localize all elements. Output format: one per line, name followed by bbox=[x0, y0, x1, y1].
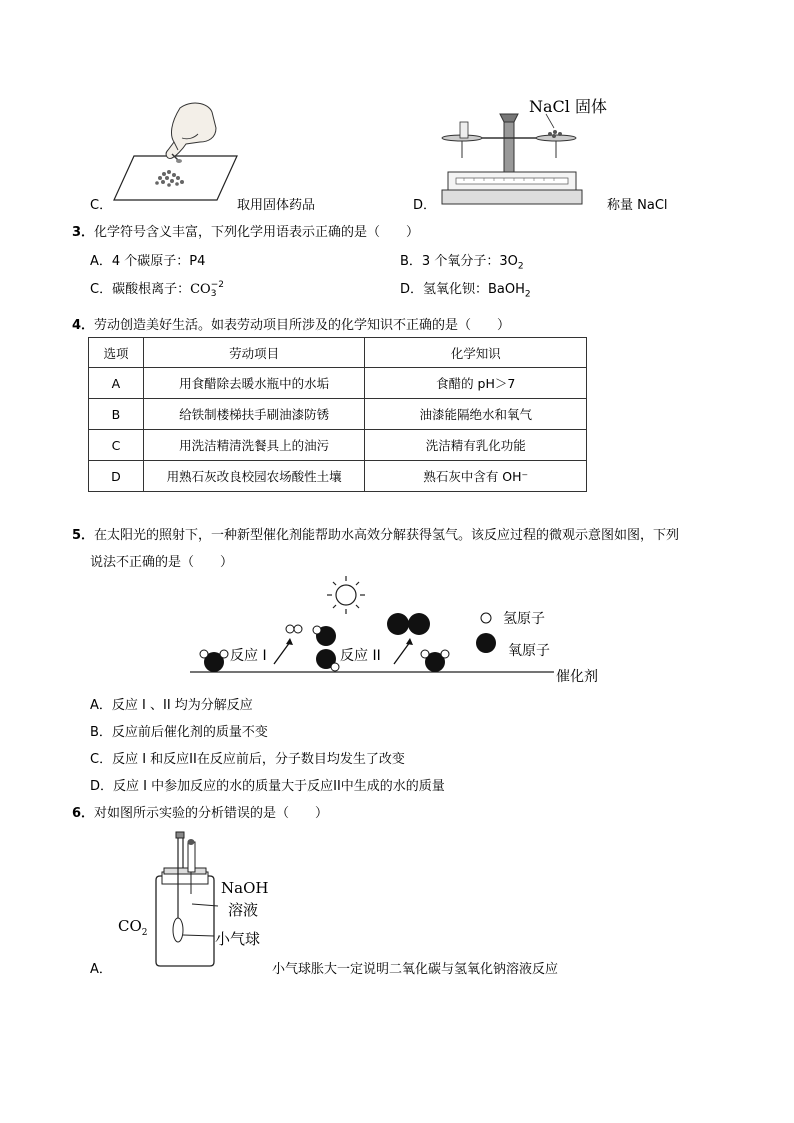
table-cell: 给铁制楼梯扶手刷油漆防锈 bbox=[143, 399, 365, 430]
balance-figure bbox=[434, 108, 584, 208]
labor-table bbox=[88, 337, 587, 492]
legend-oxygen: 氧原子 bbox=[508, 643, 550, 659]
table-cell: 食醋的 pH＞7 bbox=[365, 368, 587, 399]
solution-label: 溶液 bbox=[228, 901, 259, 919]
q3-stem bbox=[72, 221, 419, 240]
reaction-diagram bbox=[186, 574, 606, 684]
q3-option-c bbox=[90, 278, 224, 299]
q5-option-c: C．反应 I 和反应II在反应前后，分子数目均发生了改变 bbox=[90, 752, 405, 767]
table-cell: D bbox=[89, 461, 144, 492]
table-cell: B bbox=[89, 399, 144, 430]
question-number: 6． bbox=[72, 806, 95, 821]
q4-stem bbox=[72, 314, 510, 333]
question-text: 对如图所示实验的分析错误的是（ ） bbox=[94, 806, 329, 821]
superscript: −2 bbox=[210, 279, 224, 290]
q3-option-b bbox=[400, 250, 524, 272]
option-text: B．3 个氧分子：3O bbox=[400, 254, 518, 269]
balloon-label: 小气球 bbox=[215, 930, 261, 948]
q5-stem-line2: 说法不正确的是（ ） bbox=[90, 555, 234, 570]
pointer-lines bbox=[150, 880, 230, 950]
table-header: 化学知识 bbox=[365, 338, 587, 368]
question-number: 4． bbox=[72, 318, 95, 333]
q5-option-b: B．反应前后催化剂的质量不变 bbox=[90, 725, 268, 740]
option-text: D．氢氧化钡：BaOH bbox=[400, 282, 525, 297]
solid-reagent-figure bbox=[112, 98, 242, 206]
balance-label: NaCl 固体 bbox=[529, 97, 607, 116]
formula: CO bbox=[118, 917, 142, 935]
reaction-label-1: 反应 I bbox=[230, 648, 267, 664]
question-text: 化学符号含义丰富，下列化学用语表示正确的是（ ） bbox=[94, 225, 420, 240]
subscript: 2 bbox=[141, 928, 148, 938]
table-header: 选项 bbox=[89, 338, 144, 368]
table-row bbox=[89, 430, 587, 461]
table-cell: 用洗洁精清洗餐具上的油污 bbox=[143, 430, 365, 461]
table-cell: 洗洁精有乳化功能 bbox=[365, 430, 587, 461]
q2-option-d-label: D． bbox=[413, 198, 437, 213]
co2-label bbox=[118, 917, 148, 938]
q5-option-d: D．反应 I 中参加反应的水的质量大于反应II中生成的水的质量 bbox=[90, 779, 445, 794]
question-text: 劳动创造美好生活。如表劳动项目所涉及的化学知识不正确的是（ ） bbox=[94, 318, 511, 333]
q6-option-a-label: A． bbox=[90, 962, 112, 977]
table-row bbox=[89, 399, 587, 430]
table-cell: C bbox=[89, 430, 144, 461]
table-cell: 熟石灰中含有 OH⁻ bbox=[365, 461, 587, 492]
q2-option-c-text: 取用固体药品 bbox=[237, 198, 316, 213]
catalyst-label: 催化剂 bbox=[556, 669, 598, 685]
reaction-label-2: 反应 II bbox=[340, 648, 381, 664]
q5-stem-line1 bbox=[72, 524, 679, 543]
q2-option-c-label: C． bbox=[90, 198, 113, 213]
q5-option-a: A．反应 I 、II 均为分解反应 bbox=[90, 698, 253, 713]
q6-stem bbox=[72, 802, 328, 821]
subscript: 2 bbox=[517, 261, 524, 272]
q2-option-d-text: 称量 NaCl bbox=[607, 198, 668, 213]
legend-hydrogen: 氢原子 bbox=[503, 611, 545, 627]
table-cell: 用熟石灰改良校园农场酸性土壤 bbox=[143, 461, 365, 492]
q3-option-d bbox=[400, 278, 531, 300]
table-header: 劳动项目 bbox=[143, 338, 365, 368]
table-row bbox=[89, 368, 587, 399]
q6-option-a-text: 小气球胀大一定说明二氧化碳与氢氧化钠溶液反应 bbox=[272, 962, 559, 977]
subscript: 3 bbox=[210, 288, 217, 299]
subscript: 2 bbox=[524, 289, 531, 300]
question-number: 3． bbox=[72, 225, 95, 240]
q3-option-a: A．4 个碳原子：P4 bbox=[90, 254, 206, 269]
naoh-label: NaOH bbox=[221, 879, 269, 897]
table-cell: 用食醋除去暖水瓶中的水垢 bbox=[143, 368, 365, 399]
table-cell: 油漆能隔绝水和氧气 bbox=[365, 399, 587, 430]
table-cell: A bbox=[89, 368, 144, 399]
formula: CO bbox=[190, 282, 211, 297]
sun-icon bbox=[327, 576, 365, 614]
question-number: 5． bbox=[72, 528, 95, 543]
table-row bbox=[89, 461, 587, 492]
table-header-row bbox=[89, 338, 587, 368]
question-text: 在太阳光的照射下，一种新型催化剂能帮助水高效分解获得氢气。该反应过程的微观示意图如图，下列 bbox=[94, 528, 680, 543]
option-text: C．碳酸根离子： bbox=[90, 282, 191, 297]
